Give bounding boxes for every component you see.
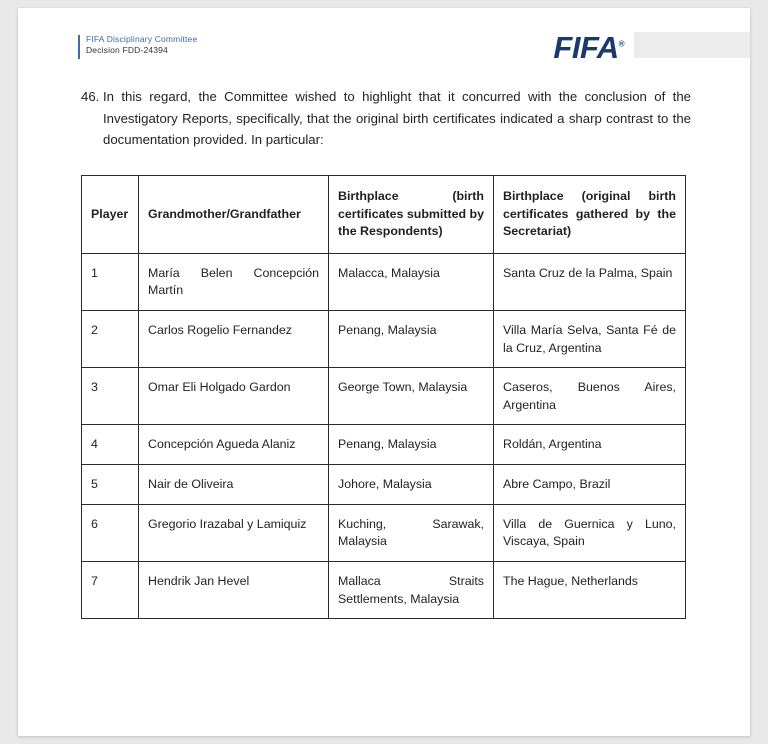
cell-birthplace-original: The Hague, Netherlands <box>494 561 686 618</box>
cell-birthplace-submitted: Kuching, Sarawak, Malaysia <box>329 504 494 561</box>
cell-birthplace-original: Roldán, Argentina <box>494 425 686 465</box>
cell-relative: Concepción Agueda Alaniz <box>139 425 329 465</box>
column-header-player: Player <box>82 176 139 254</box>
document-page <box>18 8 750 736</box>
table-row <box>82 253 686 310</box>
paragraph-number: 46. <box>81 89 100 104</box>
cell-player: 6 <box>82 504 139 561</box>
cell-birthplace-original: Villa de Guernica y Luno, Viscaya, Spain <box>494 504 686 561</box>
cell-birthplace-original: Abre Campo, Brazil <box>494 465 686 505</box>
paragraph-46 <box>81 86 691 151</box>
table-row <box>82 465 686 505</box>
header-accent-bar <box>78 35 80 59</box>
cell-player: 3 <box>82 368 139 425</box>
cell-relative: Hendrik Jan Hevel <box>139 561 329 618</box>
table-header-row <box>82 176 686 254</box>
cell-birthplace-original: Villa María Selva, Santa Fé de la Cruz, Argentina <box>494 311 686 368</box>
fifa-logo-text: FIFA <box>553 30 619 65</box>
cell-player: 7 <box>82 561 139 618</box>
table-row <box>82 368 686 425</box>
column-header-birthplace-original: Birthplace (original birth certificates gathered by the Secretariat) <box>494 176 686 254</box>
column-header-birthplace-submitted: Birthplace (birth certificates submitted by the Respondents) <box>329 176 494 254</box>
table-row <box>82 504 686 561</box>
table-row <box>82 425 686 465</box>
decision-reference: Decision FDD-24394 <box>86 45 168 56</box>
cell-relative: María Belen Concepción Martín <box>139 253 329 310</box>
cell-birthplace-submitted: George Town, Malaysia <box>329 368 494 425</box>
column-header-relative: Grandmother/Grandfather <box>139 176 329 254</box>
cell-player: 5 <box>82 465 139 505</box>
table-row <box>82 561 686 618</box>
paragraph-text: In this regard, the Committee wished to highlight that it concurred with the conclusion of the Investigatory Reports, specifically, that the original birth certificates indicated a sharp contrast to the documentation provided. In particular: <box>103 89 691 148</box>
cell-player: 4 <box>82 425 139 465</box>
cell-birthplace-submitted: Penang, Malaysia <box>329 311 494 368</box>
document-header <box>18 8 750 64</box>
cell-birthplace-submitted: Penang, Malaysia <box>329 425 494 465</box>
cell-relative: Carlos Rogelio Fernandez <box>139 311 329 368</box>
cell-player: 1 <box>82 253 139 310</box>
cell-birthplace-submitted: Malacca, Malaysia <box>329 253 494 310</box>
header-text-block <box>86 34 197 56</box>
cell-relative: Nair de Oliveira <box>139 465 329 505</box>
header-placeholder-block <box>634 32 750 58</box>
fifa-logo <box>553 30 624 66</box>
cell-birthplace-submitted: Johore, Malaysia <box>329 465 494 505</box>
cell-relative: Gregorio Irazabal y Lamiquiz <box>139 504 329 561</box>
birthplace-comparison-table <box>81 175 686 619</box>
cell-player: 2 <box>82 311 139 368</box>
cell-birthplace-original: Caseros, Buenos Aires, Argentina <box>494 368 686 425</box>
registered-mark-icon: ® <box>618 39 624 49</box>
committee-name: FIFA Disciplinary Committee <box>86 34 198 44</box>
table-row <box>82 311 686 368</box>
cell-relative: Omar Eli Holgado Gardon <box>139 368 329 425</box>
cell-birthplace-original: Santa Cruz de la Palma, Spain <box>494 253 686 310</box>
cell-birthplace-submitted: Mallaca Straits Settlements, Malaysia <box>329 561 494 618</box>
